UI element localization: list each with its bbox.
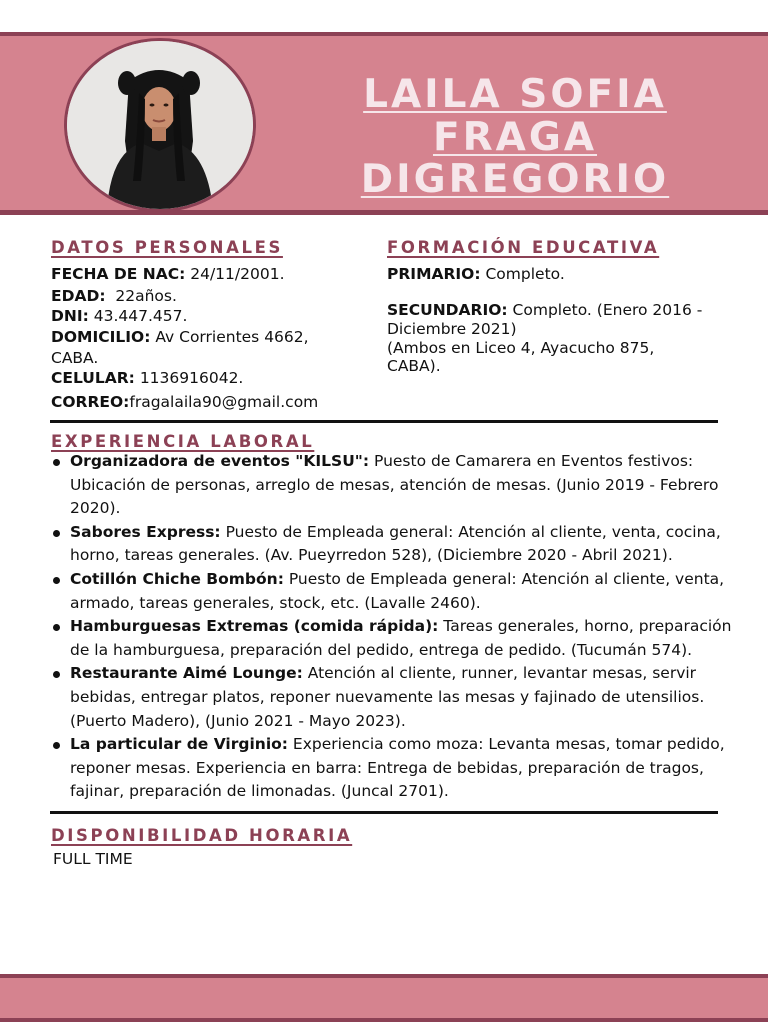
experience-text: Tareas generales, horno, preparación de la hamburguesa, preparación del pedido, entrega de pedido. (Tucumán 574). bbox=[70, 617, 732, 659]
birth-date-value: 24/11/2001. bbox=[185, 265, 285, 283]
name-line-2: FRAGA DIGREGORIO bbox=[360, 115, 670, 202]
personal-heading: DATOS PERSONALES bbox=[51, 238, 283, 257]
experience-item bbox=[70, 615, 750, 662]
header-bottom-border bbox=[0, 210, 768, 215]
experience-title: Sabores Express: bbox=[70, 522, 221, 541]
birth-date-label: FECHA DE NAC: bbox=[51, 265, 186, 283]
age-value: 22años. bbox=[105, 287, 177, 305]
phone-row bbox=[51, 368, 243, 388]
experience-text: Puesto de Camarera en Eventos festivos: Ubicación de personas, arreglo de mesas, atención de mesas. (Junio 2019 - Febrero 2020). bbox=[70, 452, 719, 518]
secondary-line-4: CABA). bbox=[387, 357, 441, 375]
age-label: EDAD: bbox=[51, 287, 106, 305]
experience-text: Atención al cliente, runner, levantar mesas, servir bebidas, entregar platos, reponer nuevamente las mesas y fajinado de utensilios. (Puerto Madero), (Junio 2021 - Mayo 2023). bbox=[70, 664, 705, 730]
secondary-line-3: (Ambos en Liceo 4, Ayacucho 875, bbox=[387, 339, 655, 357]
experience-item bbox=[70, 450, 750, 521]
footer-bottom-border bbox=[0, 1018, 768, 1022]
person-portrait-icon bbox=[67, 41, 253, 209]
section-divider bbox=[50, 420, 718, 423]
email-row bbox=[51, 392, 318, 412]
experience-title: Organizadora de eventos "KILSU": bbox=[70, 452, 370, 470]
primary-value: Completo. bbox=[480, 265, 565, 283]
experience-item bbox=[70, 521, 750, 568]
experience-text: Puesto de Empleada general: Atención al cliente, venta, cocina, horno, tareas generales. (Av. Pueyrredon 528), (Diciembre 2020 - Abril 2021). bbox=[70, 522, 721, 565]
age-row bbox=[51, 286, 177, 306]
availability-value: FULL TIME bbox=[53, 850, 133, 868]
experience-text: Puesto de Empleada general: Atención al cliente, venta, armado, tareas generales, stock, etc. (Lavalle 2460). bbox=[70, 569, 725, 612]
education-heading: FORMACIÓN EDUCATIVA bbox=[387, 238, 660, 257]
address-value: Av Corrientes 4662, bbox=[150, 328, 309, 346]
experience-title: Cotillón Chiche Bombón: bbox=[70, 569, 284, 588]
secondary-line-2: Diciembre 2021) bbox=[387, 320, 517, 338]
name-line-1: LAILA SOFIA bbox=[363, 72, 667, 117]
experience-text: Experiencia como moza: Levanta mesas, tomar pedido, reponer mesas. Experiencia en barra: Entrega de bebidas, preparación de tragos, fajinar, preparación de limonadas. (Juncal 2701). bbox=[70, 735, 725, 801]
secondary-label: SECUNDARIO: bbox=[387, 301, 508, 319]
phone-value: 1136916042. bbox=[134, 369, 244, 387]
experience-item bbox=[70, 733, 750, 804]
section-divider bbox=[50, 811, 718, 814]
birth-date-row bbox=[51, 264, 285, 284]
experience-item bbox=[70, 568, 750, 615]
email-label: CORREO: bbox=[51, 393, 130, 411]
experience-title: Hamburguesas Extremas (comida rápida): bbox=[70, 617, 439, 636]
dni-row bbox=[51, 306, 187, 326]
experience-title: La particular de Virginio: bbox=[70, 735, 288, 754]
profile-photo bbox=[64, 38, 256, 212]
dni-label: DNI: bbox=[51, 307, 89, 325]
address-label: DOMICILIO: bbox=[51, 328, 151, 346]
phone-label: CELULAR: bbox=[51, 369, 135, 387]
primary-row bbox=[387, 264, 565, 284]
experience-item bbox=[70, 662, 750, 733]
footer-band bbox=[0, 978, 768, 1018]
dni-value: 43.447.457. bbox=[88, 307, 188, 325]
primary-label: PRIMARIO: bbox=[387, 265, 481, 283]
email-value: fragalaila90@gmail.com bbox=[129, 393, 319, 411]
secondary-row bbox=[387, 300, 702, 320]
experience-list bbox=[50, 450, 750, 804]
address-line-2: CABA. bbox=[51, 349, 99, 367]
experience-title: Restaurante Aimé Lounge: bbox=[70, 664, 303, 683]
secondary-value: Completo. (Enero 2016 - bbox=[507, 301, 703, 319]
availability-heading: DISPONIBILIDAD HORARIA bbox=[51, 826, 353, 845]
address-row bbox=[51, 327, 309, 347]
experience-heading: EXPERIENCIA LABORAL bbox=[51, 432, 315, 451]
